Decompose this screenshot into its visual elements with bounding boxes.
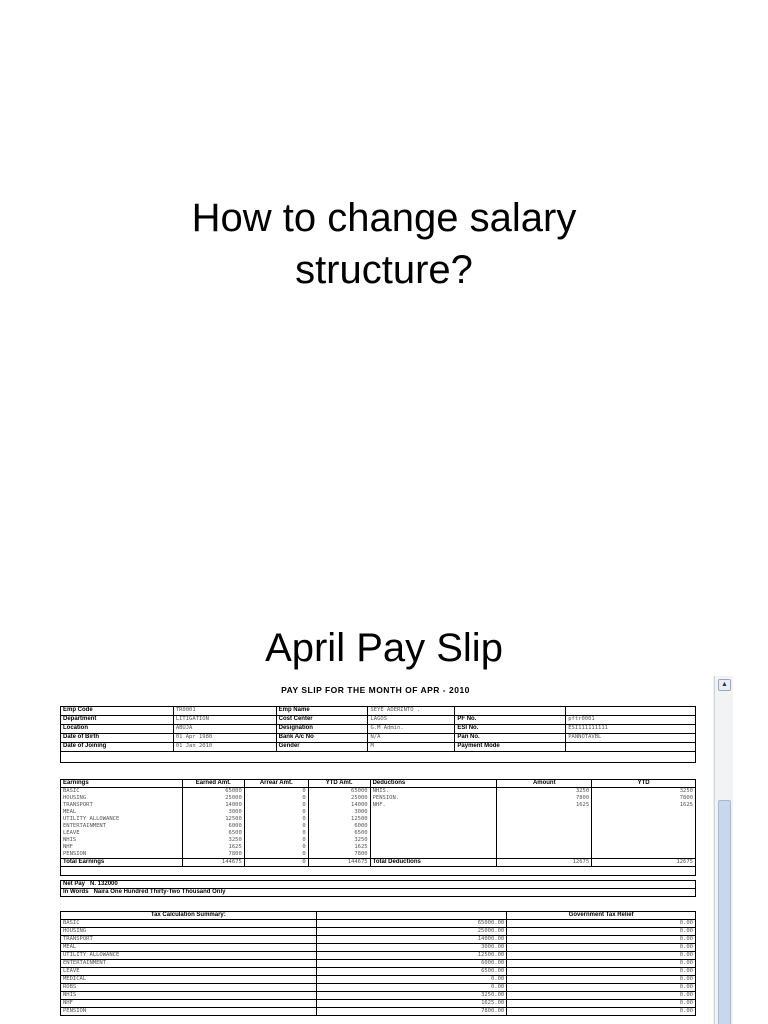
info-label: Cost Center xyxy=(276,716,368,725)
spacer-row xyxy=(61,867,696,876)
info-row xyxy=(61,725,696,734)
earning-amount: 14000 xyxy=(351,802,368,808)
tax-item-relief: 0.00 xyxy=(507,984,696,992)
tax-item-amount: 3000.00 xyxy=(316,944,507,952)
tax-row xyxy=(61,984,696,992)
total-deductions: 12675 xyxy=(497,859,592,867)
tax-row xyxy=(61,944,696,952)
tax-row xyxy=(61,936,696,944)
tax-item-amount: 6000.00 xyxy=(316,960,507,968)
info-label: Location xyxy=(61,725,174,734)
slide-title-line-2: structure? xyxy=(295,248,473,292)
deduction-amount: 3250 xyxy=(575,788,590,794)
info-value xyxy=(566,707,696,716)
earning-amount: 0 xyxy=(302,830,306,836)
earning-amount: 1625 xyxy=(354,844,368,850)
info-value: LAGOS xyxy=(368,716,455,725)
deduction-amount: 7800 xyxy=(575,795,590,801)
earnings-deductions-table xyxy=(60,779,696,876)
info-label: Department xyxy=(61,716,174,725)
total-arrear: 0 xyxy=(244,859,308,867)
tax-row xyxy=(61,1000,696,1008)
info-row xyxy=(61,743,696,752)
tax-item-relief: 0.00 xyxy=(507,936,696,944)
deductions-column xyxy=(497,788,592,859)
total-earned: 144675 xyxy=(182,859,244,867)
tax-item-amount: 1625.00 xyxy=(316,1000,507,1008)
info-label: Gender xyxy=(276,743,368,752)
earning-amount: 1625 xyxy=(228,844,242,850)
earning-name: UTILITY ALLOWANCE xyxy=(63,816,120,822)
slide-title-line-1: How to change salary xyxy=(191,196,577,240)
tax-item-relief: 0.00 xyxy=(507,1008,696,1016)
tax-item-relief: 0.00 xyxy=(507,1000,696,1008)
earning-amount: 0 xyxy=(302,844,306,850)
info-label: Emp Code xyxy=(61,707,174,716)
tax-item-relief: 0.00 xyxy=(507,944,696,952)
earning-amount: 6500 xyxy=(228,830,242,836)
earnings-header-row xyxy=(61,780,696,788)
earning-name: LEAVE xyxy=(63,830,80,836)
in-words-label: In Words xyxy=(63,889,89,895)
info-value: PANNOTAVBL xyxy=(566,734,696,743)
payslip-document xyxy=(38,676,713,1024)
spacer-cell xyxy=(61,752,696,763)
tax-item-relief: 0.00 xyxy=(507,992,696,1000)
deductions-column xyxy=(370,788,497,859)
tax-item-name: MEDICAL xyxy=(61,976,317,984)
tax-item-amount: 12500.00 xyxy=(316,952,507,960)
spacer-row xyxy=(61,752,696,763)
total-deductions-ytd: 12675 xyxy=(592,859,696,867)
earning-amount: 25000 xyxy=(225,795,242,801)
tax-row xyxy=(61,992,696,1000)
slide-title xyxy=(0,192,768,296)
tax-item-name: NHIS xyxy=(61,992,317,1000)
spacer-cell xyxy=(61,867,696,876)
column-header: Deductions xyxy=(370,780,497,788)
info-label: Date of Birth xyxy=(61,734,174,743)
vertical-scrollbar[interactable] xyxy=(714,676,733,1024)
column-header: YTD xyxy=(592,780,696,788)
earning-amount: 25000 xyxy=(351,795,368,801)
earning-amount: 7800 xyxy=(354,851,368,857)
earning-name: PENSION xyxy=(63,851,87,857)
tax-item-name: LEAVE xyxy=(61,968,317,976)
deduction-name: PENSION. xyxy=(372,795,400,801)
info-value: TR0001 xyxy=(173,707,276,716)
tax-item-name: HOUSING xyxy=(61,928,317,936)
tax-item-relief: 0.00 xyxy=(507,968,696,976)
info-value: N/A xyxy=(368,734,455,743)
earning-amount: 0 xyxy=(302,802,306,808)
earning-amount: 0 xyxy=(302,788,306,794)
tax-header-row xyxy=(61,912,696,920)
earning-amount: 6000 xyxy=(354,823,368,829)
column-header: Earnings xyxy=(61,780,183,788)
deduction-amount: 1625 xyxy=(679,802,693,808)
info-label: Pan No. xyxy=(455,734,566,743)
tax-item-relief: 0.00 xyxy=(507,920,696,928)
earning-amount: 0 xyxy=(302,837,306,843)
earning-amount: 3000 xyxy=(354,809,368,815)
earning-amount: 6500 xyxy=(354,830,368,836)
tax-item-name: NHF xyxy=(61,1000,317,1008)
earning-name: TRANSPORT xyxy=(63,802,93,808)
tax-item-amount: 7800.00 xyxy=(316,1008,507,1016)
info-label: Payment Mode xyxy=(455,743,566,752)
info-row xyxy=(61,734,696,743)
tax-header-blank xyxy=(316,912,507,920)
tax-row xyxy=(61,1008,696,1016)
info-value: G.M Admin. xyxy=(368,725,455,734)
column-header: Amount xyxy=(497,780,592,788)
tax-item-name: PENSION xyxy=(61,1008,317,1016)
info-label: ESI No. xyxy=(455,725,566,734)
tax-item-relief: 0.00 xyxy=(507,952,696,960)
tax-relief-header: Government Tax Relief xyxy=(507,912,696,920)
tax-item-amount: 25000.00 xyxy=(316,928,507,936)
deduction-amount: 1625 xyxy=(575,802,590,808)
tax-row xyxy=(61,976,696,984)
tax-item-amount: 14000.00 xyxy=(316,936,507,944)
column-header: Earned Amt. xyxy=(182,780,244,788)
payslip-heading: PAY SLIP FOR THE MONTH OF APR - 2010 xyxy=(281,685,470,695)
tax-row xyxy=(61,920,696,928)
earnings-column xyxy=(61,788,183,859)
scrollbar-thumb[interactable] xyxy=(718,800,731,1024)
total-earnings-label: Total Earnings xyxy=(61,859,183,867)
net-pay-label: Net Pay xyxy=(63,881,86,887)
earning-amount: 7800 xyxy=(228,851,242,857)
info-row xyxy=(61,707,696,716)
tax-item-name: MEAL xyxy=(61,944,317,952)
net-pay-row xyxy=(61,881,696,889)
earning-amount: 3250 xyxy=(228,837,242,843)
tax-item-relief: 0.00 xyxy=(507,976,696,984)
net-pay-value: N. 132000 xyxy=(90,881,118,887)
slide-subtitle: April Pay Slip xyxy=(265,626,503,670)
in-words-row xyxy=(61,889,696,897)
earning-name: ENTERTAINMENT xyxy=(63,823,107,829)
deduction-amount: 3250 xyxy=(679,788,693,794)
tax-item-name: BASIC xyxy=(61,920,317,928)
tax-item-name: TRANSPORT xyxy=(61,936,317,944)
employee-info-table xyxy=(60,706,696,763)
info-value: 01 Jan 2010 xyxy=(173,743,276,752)
earnings-column xyxy=(182,788,244,859)
info-value: LITIGATION xyxy=(173,716,276,725)
total-ytd: 144675 xyxy=(308,859,370,867)
net-pay-table xyxy=(60,880,696,897)
earning-amount: 0 xyxy=(302,851,306,857)
info-label: Emp Name xyxy=(276,707,368,716)
in-words-value: Naira One Hundred Thirty-Two Thousand Only xyxy=(93,889,226,895)
info-label: Designation xyxy=(276,725,368,734)
info-row xyxy=(61,716,696,725)
tax-summary-header: Tax Calculation Summary: xyxy=(61,912,317,920)
tax-item-relief: 0.00 xyxy=(507,960,696,968)
info-value: ABUJA xyxy=(173,725,276,734)
info-value: ESI111111111 xyxy=(566,725,696,734)
earnings-column xyxy=(244,788,308,859)
info-label: PF No. xyxy=(455,716,566,725)
column-header: Arrear Amt. xyxy=(244,780,308,788)
info-value: 01 Apr 1980 xyxy=(173,734,276,743)
earning-amount: 12500 xyxy=(351,816,368,822)
tax-item-amount: 65000.00 xyxy=(316,920,507,928)
earnings-body-row xyxy=(61,788,696,859)
info-label: Date of Joining xyxy=(61,743,174,752)
tax-item-amount: 0.00 xyxy=(316,976,507,984)
tax-item-amount: 6500.00 xyxy=(316,968,507,976)
deductions-column xyxy=(592,788,696,859)
earning-amount: 0 xyxy=(302,816,306,822)
deduction-name: NHF. xyxy=(372,802,386,808)
earning-name: BASIC xyxy=(63,788,80,794)
tax-row xyxy=(61,968,696,976)
info-label: Bank A/c No xyxy=(276,734,368,743)
tax-row xyxy=(61,960,696,968)
earning-amount: 65000 xyxy=(351,788,368,794)
earnings-column xyxy=(308,788,370,859)
deduction-amount: 7800 xyxy=(679,795,693,801)
earning-amount: 0 xyxy=(302,809,306,815)
info-label xyxy=(455,707,566,716)
info-value: M xyxy=(368,743,455,752)
info-value: SEYE ADERINTO . xyxy=(368,707,455,716)
tax-summary-table xyxy=(60,911,696,1016)
deduction-name: NHIS. xyxy=(372,788,390,794)
earning-name: MEAL xyxy=(63,809,77,815)
tax-item-amount: 0.00 xyxy=(316,984,507,992)
earning-amount: 6000 xyxy=(228,823,242,829)
earning-amount: 14000 xyxy=(225,802,242,808)
tax-item-name: ROBS xyxy=(61,984,317,992)
totals-row xyxy=(61,859,696,867)
column-header: YTD Amt. xyxy=(308,780,370,788)
earning-name: NHF xyxy=(63,844,73,850)
info-value xyxy=(566,743,696,752)
earning-amount: 12500 xyxy=(225,816,242,822)
earning-amount: 0 xyxy=(302,795,306,801)
tax-item-amount: 3250.00 xyxy=(316,992,507,1000)
tax-item-name: UTILITY ALLOWANCE xyxy=(61,952,317,960)
earning-amount: 0 xyxy=(302,823,306,829)
tax-item-relief: 0.00 xyxy=(507,928,696,936)
info-value: pftr0001 xyxy=(566,716,696,725)
earning-amount: 3250 xyxy=(354,837,368,843)
tax-row xyxy=(61,928,696,936)
earning-amount: 65000 xyxy=(225,788,242,794)
earning-name: HOUSING xyxy=(63,795,87,801)
chevron-up-icon[interactable]: ▲ xyxy=(718,679,731,691)
payslip-screenshot xyxy=(38,676,733,1024)
tax-row xyxy=(61,952,696,960)
total-deductions-label: Total Deductions xyxy=(370,859,497,867)
tax-item-name: ENTERTAINMENT xyxy=(61,960,317,968)
earning-amount: 3000 xyxy=(228,809,242,815)
earning-name: NHIS xyxy=(63,837,77,843)
